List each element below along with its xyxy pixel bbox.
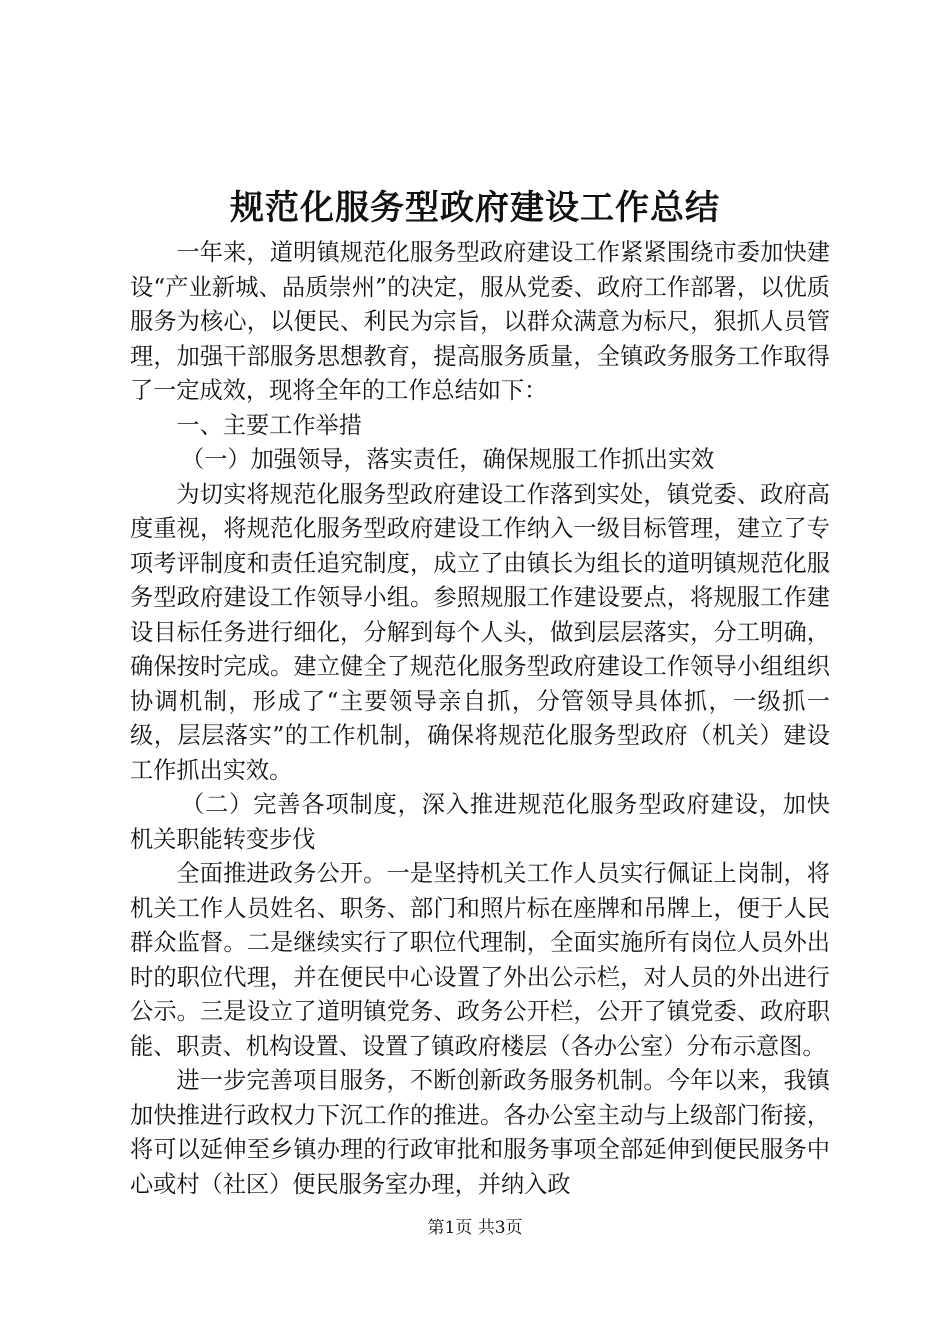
- paragraph-leadership: 为切实将规范化服务型政府建设工作落到实处，镇党委、政府高度重视，将规范化服务型政府建设工作纳入一级目标管理，建立了专项考评制度和责任追究制度，成立了由镇长为组长的道明镇规范化服务型政府建设工作领导小组。参照规服工作建设要点，将规服工作建设目标任务进行细化，分解到每个人头，做到层层落实，分工明确，确保按时完成。建立健全了规范化服务型政府建设工作领导小组组织协调机制，形成了“主要领导亲自抓，分管领导具体抓，一级抓一级，层层落实”的工作机制，确保将规范化服务型政府（机关）建设工作抓出实效。: [130, 480, 830, 784]
- subsection-heading-2: （二）完善各项制度，深入推进规范化服务型政府建设，加快机关职能转变步伐: [130, 791, 830, 853]
- section-heading-1: 一、主要工作举措: [176, 411, 362, 439]
- paragraph-openness: 全面推进政务公开。一是坚持机关工作人员实行佩证上岗制，将机关工作人员姓名、职务、部门和照片标在座牌和吊牌上，便于人民群众监督。二是继续实行了职位代理制，全面实施所有岗位人员外出时的职位代理，并在便民中心设置了外出公示栏，对人员的外出进行公示。三是设立了道明镇党务、政务公开栏，公开了镇党委、政府职能、职责、机构设置、设置了镇政府楼层（各办公室）分布示意图。: [130, 860, 830, 1060]
- document-title: 规范化服务型政府建设工作总结: [230, 188, 720, 228]
- page-footer: 第1页 共3页: [427, 1218, 523, 1238]
- document-body: [130, 236, 830, 1202]
- subsection-heading-1: （一）加强领导，落实责任，确保规服工作抓出实效: [181, 446, 715, 473]
- paragraph-intro: 一年来，道明镇规范化服务型政府建设工作紧紧围绕市委加快建设“产业新城、品质崇州”的决定，服从党委、政府工作部署，以优质服务为核心，以便民、利民为宗旨，以群众满意为标尺，狠抓人员管理，加强干部服务思想教育，提高服务质量，全镇政务服务工作取得了一定成效，现将全年的工作总结如下：: [130, 239, 830, 404]
- paragraph-project-service: 进一步完善项目服务，不断创新政务服务机制。今年以来，我镇加快推进行政权力下沉工作的推进。各办公室主动与上级部门衔接，将可以延伸至乡镇办理的行政审批和服务事项全部延伸到便民服务中心或村（社区）便民服务室办理，并纳入政: [130, 1067, 830, 1198]
